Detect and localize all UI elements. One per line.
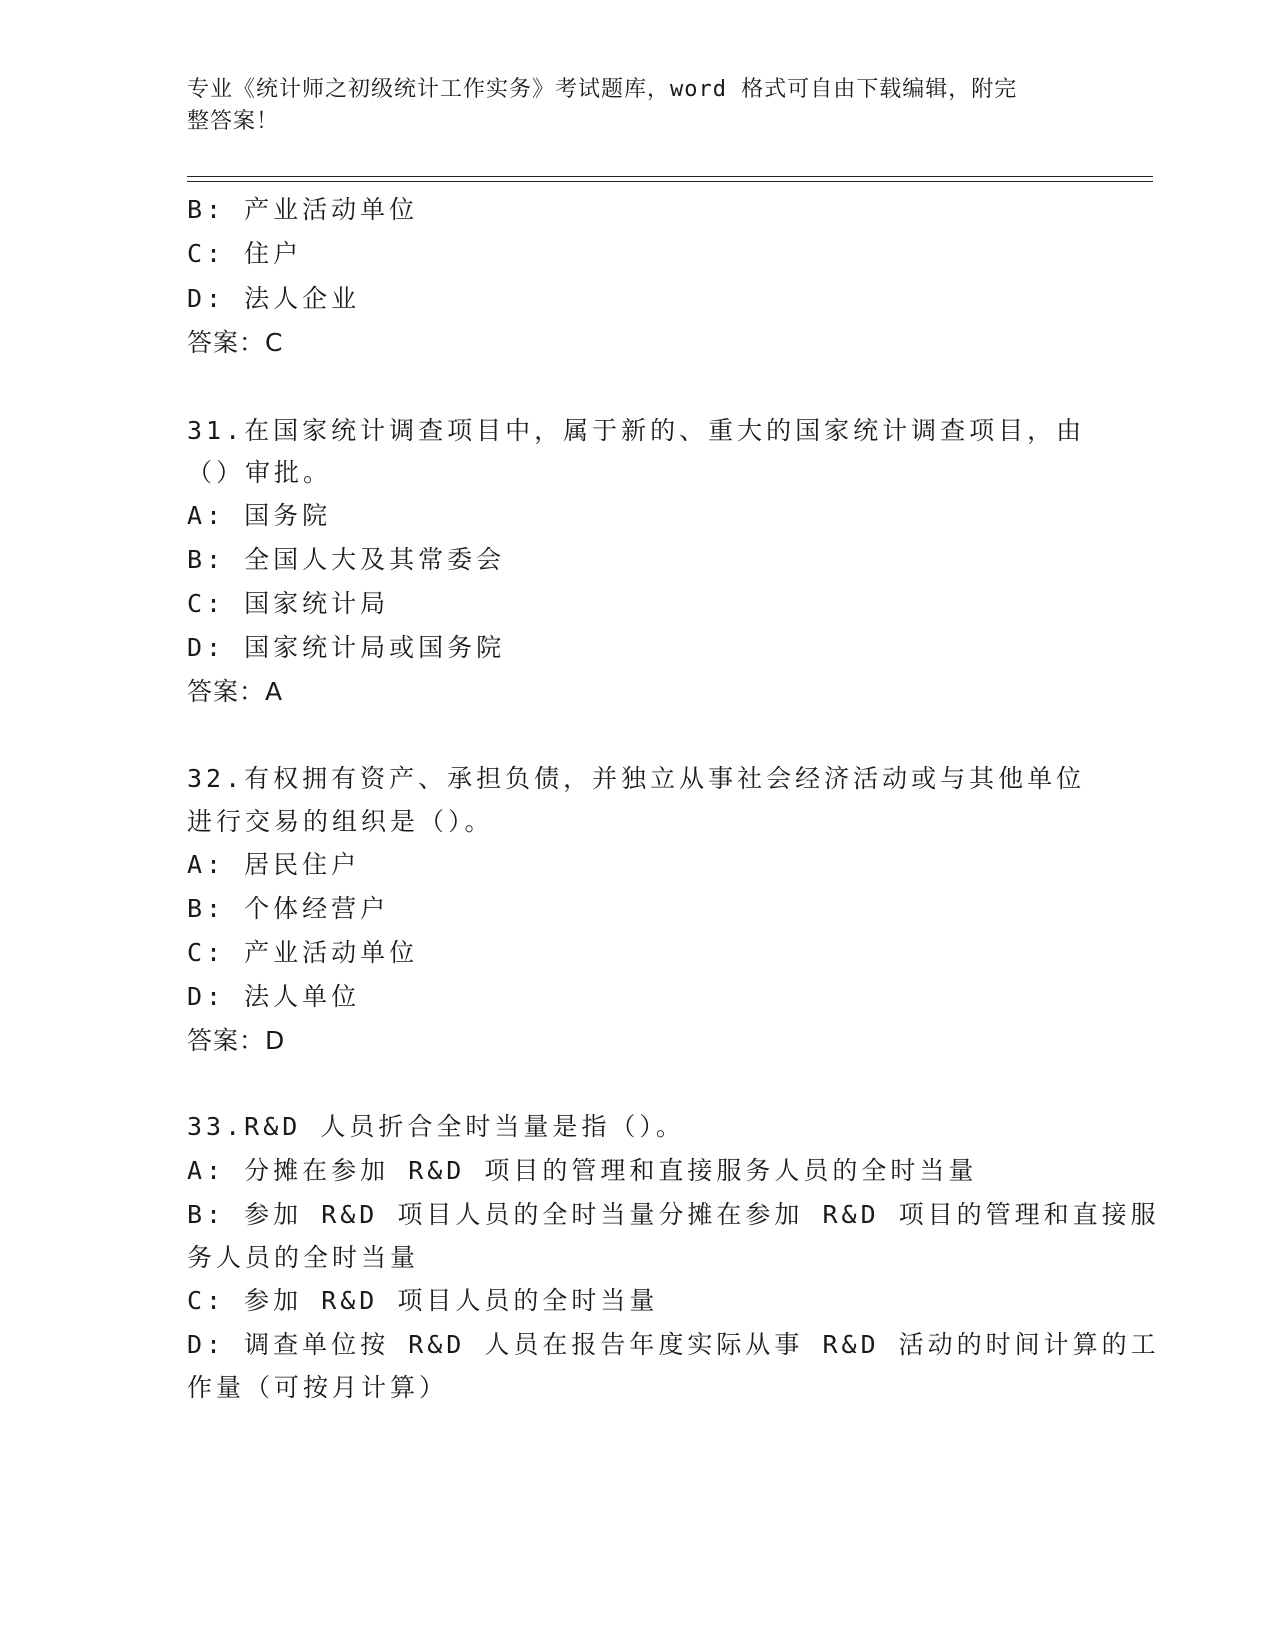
q33-option-c: C: 参加 R&D 项目人员的全时当量 (187, 1286, 659, 1315)
q31-option-b: B: 全国人大及其常委会 (187, 545, 506, 574)
q32-option-b: B: 个体经营户 (187, 894, 390, 923)
header-line-1: 专业《统计师之初级统计工作实务》考试题库，word 格式可自由下载编辑，附完 (187, 77, 1018, 102)
q32-option-d: D: 法人单位 (187, 982, 361, 1011)
q33-option-d-line-2: 作量（可按月计算） (187, 1373, 449, 1402)
page-header (187, 74, 1067, 138)
q31-option-d: D: 国家统计局或国务院 (187, 633, 506, 662)
q33-stem: 33.R&D 人员折合全时当量是指（）。 (187, 1112, 685, 1141)
q31-answer: 答案：A (187, 677, 284, 706)
q32-option-c: C: 产业活动单位 (187, 938, 419, 967)
header-divider-bottom (187, 181, 1153, 182)
q32-option-a: A: 居民住户 (187, 850, 361, 879)
q31-option-c: C: 国家统计局 (187, 589, 390, 618)
header-divider-top (187, 176, 1153, 177)
q30-answer: 答案：C (187, 328, 284, 357)
q33-option-b-line-2: 务人员的全时当量 (187, 1243, 420, 1272)
q32-stem-line-2: 进行交易的组织是（）。 (187, 807, 494, 836)
q30-option-d: D: 法人企业 (187, 284, 361, 313)
q33-option-b-line-1: B: 参加 R&D 项目人员的全时当量分摊在参加 R&D 项目的管理和直接服 (187, 1200, 1160, 1229)
q30-option-c: C: 住户 (187, 239, 303, 268)
q33-option-d-line-1: D: 调查单位按 R&D 人员在报告年度实际从事 R&D 活动的时间计算的工 (187, 1330, 1160, 1359)
q30-option-b: B: 产业活动单位 (187, 195, 419, 224)
q33-option-a: A: 分摊在参加 R&D 项目的管理和直接服务人员的全时当量 (187, 1156, 978, 1185)
q31-option-a: A: 国务院 (187, 501, 332, 530)
q31-stem-line-2: （）审批。 (187, 458, 333, 487)
q31-stem-line-1: 31.在国家统计调查项目中，属于新的、重大的国家统计调查项目，由 (187, 416, 1086, 445)
q32-stem-line-1: 32.有权拥有资产、承担负债，并独立从事社会经济活动或与其他单位 (187, 764, 1086, 793)
header-line-2: 整答案！ (187, 109, 280, 134)
q32-answer: 答案：D (187, 1026, 286, 1055)
